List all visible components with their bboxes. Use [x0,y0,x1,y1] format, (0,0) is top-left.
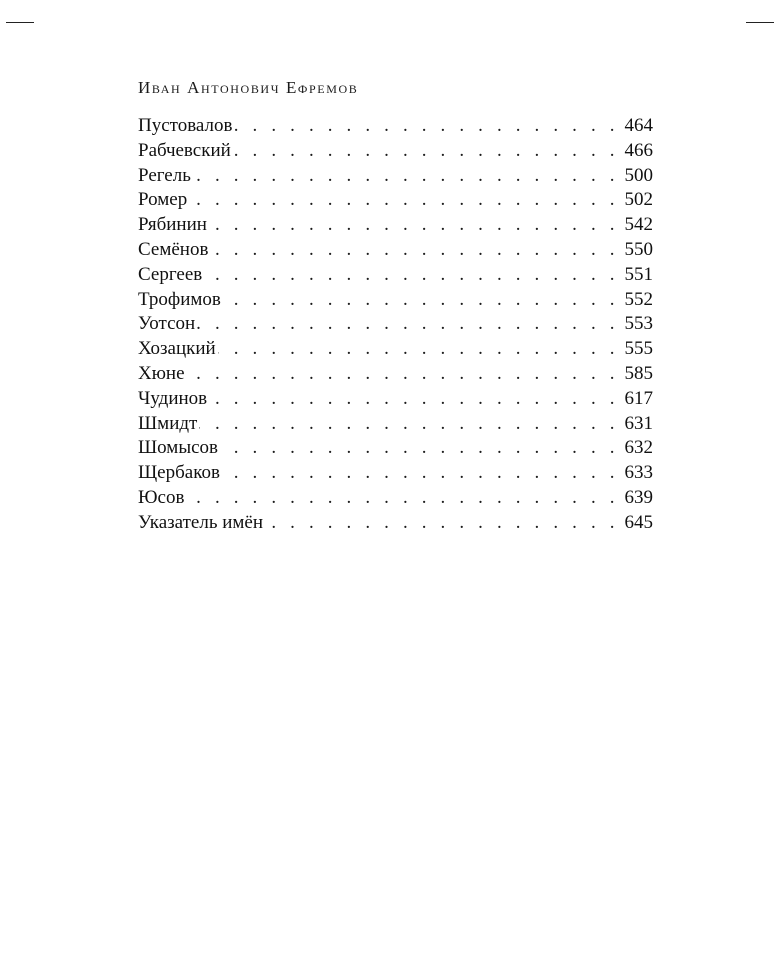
dot-leader [187,362,615,387]
dot-leader [220,436,615,461]
toc-entry[interactable] [138,387,653,412]
toc-entry-page: 645 [624,511,653,533]
crop-mark-left [6,22,34,23]
toc-entry-name: Ромер [138,189,188,211]
toc-entry-page: 633 [624,462,653,484]
toc-entry-name: Юсов [138,486,185,508]
toc-entry[interactable] [138,188,653,213]
toc-entry-name: Пустовалов [138,115,233,136]
dot-leader [222,461,615,486]
dot-leader [265,511,614,536]
dot-leader [210,238,614,263]
toc-entry-page: 464 [624,115,653,136]
toc-entry-page: 542 [624,214,653,236]
toc-entry[interactable] [138,164,653,189]
toc-entry[interactable] [138,213,653,238]
toc-entry[interactable] [138,312,653,337]
toc-entry-name: Шмидт [138,412,198,434]
table-of-contents [138,114,653,536]
toc-entry-page: 631 [624,412,653,434]
toc-entry-page: 551 [624,263,653,285]
dot-leader [209,213,615,238]
toc-entry-name: Регель [138,164,191,186]
toc-entry[interactable] [138,337,653,362]
dot-leader [218,337,615,362]
toc-entry[interactable] [138,436,653,461]
toc-entry-page: 502 [624,189,653,211]
toc-entry-name: Щербаков [138,462,220,484]
dot-leader [197,312,614,337]
toc-entry[interactable] [138,511,653,536]
toc-entry-name: Уотсон [138,313,196,335]
toc-entry-page: 466 [624,139,653,161]
toc-entry-name: Семёнов [138,238,209,260]
dot-leader [234,114,614,139]
toc-entry-page: 555 [624,338,653,360]
toc-entry[interactable] [138,238,653,263]
dot-leader [233,139,615,164]
toc-entry-name: Хюне [138,362,185,384]
toc-entry-page: 617 [624,387,653,409]
toc-entry-page: 632 [624,437,653,459]
running-head: Иван Антонович Ефремов [138,78,359,97]
toc-entry[interactable] [138,114,653,139]
dot-leader [209,387,614,412]
toc-entry[interactable] [138,362,653,387]
dot-leader [223,288,615,313]
dot-leader [204,263,614,288]
toc-entry-name: Рабчевский [138,139,231,161]
toc-entry-name: Чудинов [138,387,208,409]
toc-entry-page: 553 [624,313,653,335]
dot-leader [199,412,614,437]
toc-entry-name: Хозацкий [138,338,216,360]
dot-leader [193,164,615,189]
dot-leader [189,188,614,213]
toc-entry[interactable] [138,486,653,511]
toc-entry-name: Сергеев [138,263,203,285]
toc-entry[interactable] [138,412,653,437]
crop-mark-right [746,22,774,23]
toc-entry[interactable] [138,461,653,486]
toc-entry[interactable] [138,288,653,313]
toc-entry-name: Шомысов [138,437,218,459]
toc-entry-page: 550 [624,238,653,260]
toc-entry-page: 500 [624,164,653,186]
toc-entry-page: 552 [624,288,653,310]
toc-entry-page: 639 [624,486,653,508]
toc-entry-page: 585 [624,362,653,384]
toc-entry-name: Рябинин [138,214,207,236]
toc-entry-name: Трофимов [138,288,221,310]
toc-entry-name: Указатель имён [138,511,264,533]
toc-entry[interactable] [138,139,653,164]
dot-leader [186,486,614,511]
toc-entry[interactable] [138,263,653,288]
